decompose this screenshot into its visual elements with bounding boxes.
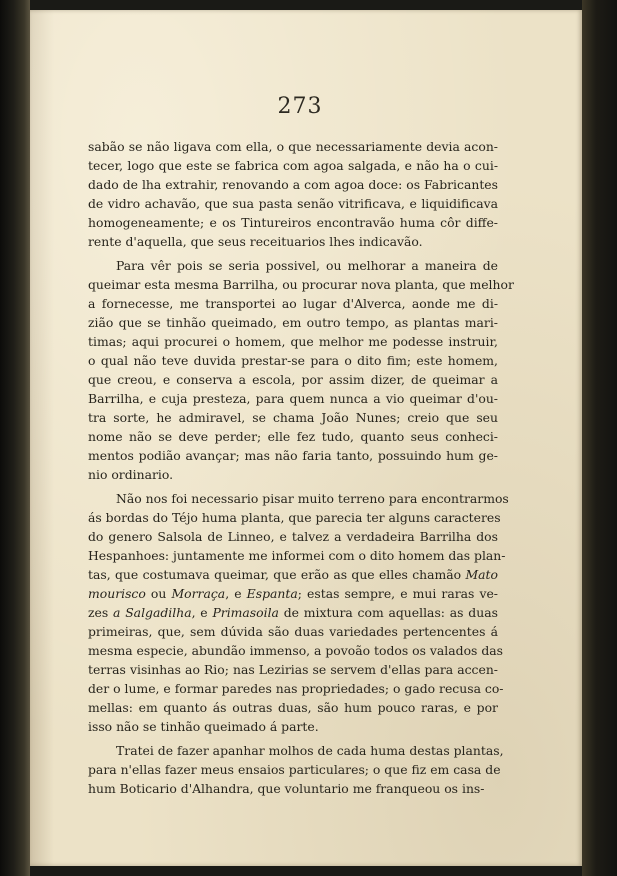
text-line: homogeneamente; e os Tintureiros encontravão huma côr diffe- <box>88 215 498 230</box>
text-line: Para vêr pois se seria possivel, ou melhorar a maneira de <box>116 258 498 273</box>
text-line: mesma especie, abundão immenso, a povoão todos os valados das <box>88 643 504 658</box>
text-line: sabão se não ligava com ella, o que necessariamente devia acon- <box>88 139 498 154</box>
text-line: nio ordinario. <box>88 467 174 482</box>
page-edge-shadow <box>582 0 617 876</box>
text-line: zião que se tinhão queimado, em outro tempo, as plantas mari- <box>88 315 498 330</box>
text-line: ás bordas do Téjo huma planta, que parecia ter alguns caracteres <box>88 510 501 525</box>
text-line: tas, que costumava queimar, que erão as que elles chamão Mato <box>88 567 498 582</box>
book-page <box>30 10 582 866</box>
text-line: primeiras, que, sem dúvida são duas variedades pertencentes á <box>88 624 498 639</box>
paragraph <box>88 256 514 484</box>
text-line: isso não se tinhão queimado á parte. <box>88 719 319 734</box>
text-line: queimar esta mesma Barrilha, ou procurar nova planta, que melhor <box>88 277 514 292</box>
text-line: Não nos foi necessario pisar muito terreno para encontrarmos <box>116 491 509 506</box>
paragraph <box>88 137 498 251</box>
text-line: hum Boticario d'Alhandra, que voluntario me franqueou os ins- <box>88 781 485 796</box>
text-line: der o lume, e formar paredes nas propriedades; o gado recusa co- <box>88 681 504 696</box>
binding-shadow <box>0 0 30 876</box>
text-line: Barrilha, e cuja presteza, para quem nunca a vio queimar d'ou- <box>88 391 498 406</box>
text-line: para n'ellas fazer meus ensaios particulares; o que fiz em casa de <box>88 762 501 777</box>
text-line: tra sorte, he admiravel, se chama João Nunes; creio que seu <box>88 410 498 425</box>
page-body <box>88 137 514 803</box>
text-line: zes a Salgadilha, e Primasoila de mixtura com aquellas: as duas <box>88 605 498 620</box>
text-line: timas; aqui procurei o homem, que melhor me podesse instruir, <box>88 334 498 349</box>
text-line: mellas: em quanto ás outras duas, são hum pouco raras, e por <box>88 700 498 715</box>
text-line: que creou, e conserva a escola, por assim dizer, de queimar a <box>88 372 498 387</box>
paragraph <box>88 489 509 736</box>
text-line: a fornecesse, me transportei ao lugar d'Alverca, aonde me di- <box>88 296 498 311</box>
text-line: tecer, logo que este se fabrica com agoa salgada, e não ha o cui- <box>88 158 498 173</box>
text-line: mourisco ou Morraça, e Espanta; estas sempre, e mui raras ve- <box>88 586 498 601</box>
text-line: do genero Salsola de Linneo, e talvez a verdadeira Barrilha dos <box>88 529 498 544</box>
text-line: dado de lha extrahir, renovando a com agoa doce: os Fabricantes <box>88 177 498 192</box>
text-line: de vidro achavão, que sua pasta senão vitrificava, e liquidificava <box>88 196 498 211</box>
text-line: rente d'aquella, que seus receituarios lhes indicavão. <box>88 234 423 249</box>
text-line: mentos podião avançar; mas não faria tanto, possuindo hum ge- <box>88 448 498 463</box>
text-line: Hespanhoes: juntamente me informei com o dito homem das plan- <box>88 548 506 563</box>
text-line: nome não se deve perder; elle fez tudo, quanto seus conheci- <box>88 429 498 444</box>
text-line: terras visinhas ao Rio; nas Lezirias se servem d'ellas para accen- <box>88 662 498 677</box>
page-number: 273 <box>277 94 323 119</box>
text-line: Tratei de fazer apanhar molhos de cada huma destas plantas, <box>116 743 504 758</box>
text-line: o qual não teve duvida prestar-se para o dito fim; este homem, <box>88 353 498 368</box>
paragraph <box>88 741 504 798</box>
